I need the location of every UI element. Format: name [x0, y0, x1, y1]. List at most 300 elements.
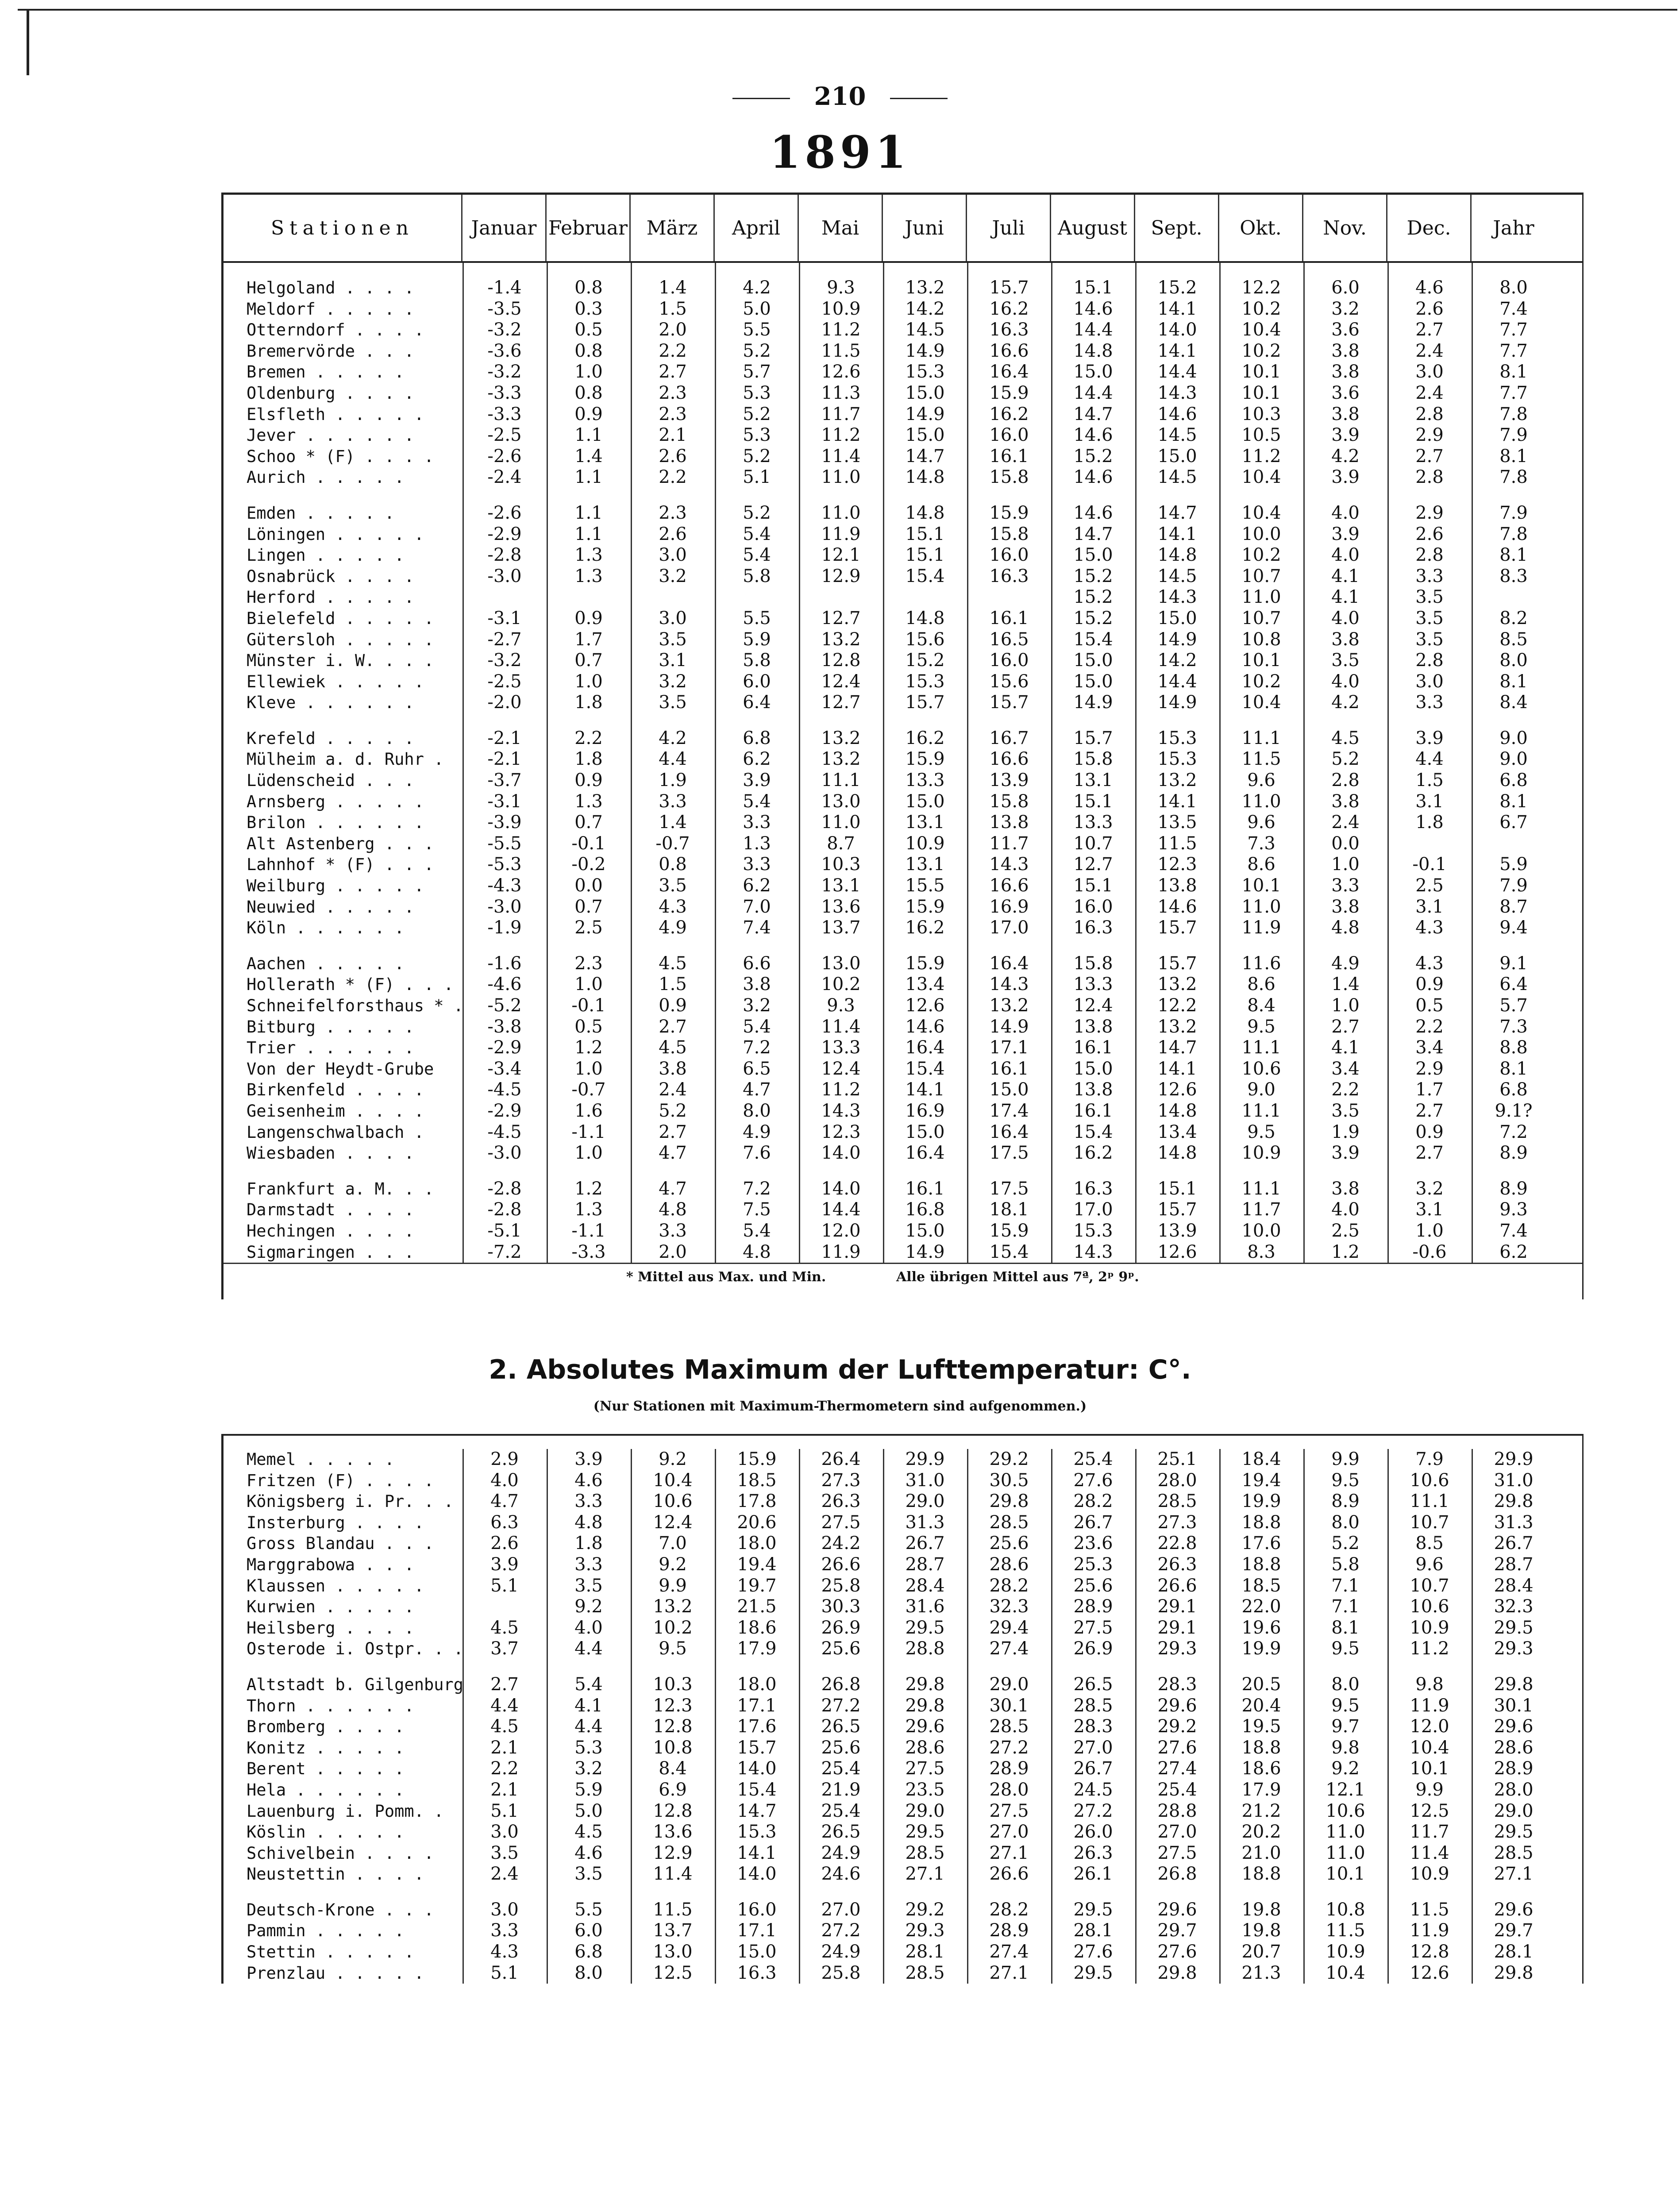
column-divider — [715, 263, 716, 1263]
value-cell: 28.3 — [1157, 1674, 1197, 1695]
table-row — [223, 587, 1582, 608]
value-cell: 29.3 — [1494, 1638, 1534, 1659]
value-cell: 2.9 — [1415, 1058, 1444, 1079]
value-cell: 8.1 — [1499, 446, 1528, 466]
station-name: Aurich . . . . . — [247, 468, 405, 487]
value-cell: 7.8 — [1499, 524, 1528, 544]
value-cell: 26.7 — [1073, 1512, 1113, 1533]
table-row — [223, 341, 1582, 362]
value-cell: 26.1 — [1073, 1864, 1113, 1884]
station-name: Berent . . . . . — [247, 1759, 405, 1779]
value-cell: 4.9 — [659, 917, 687, 938]
value-cell: 5.2 — [1331, 1533, 1360, 1554]
value-cell: -0.1 — [571, 995, 606, 1016]
value-cell: 8.6 — [1247, 854, 1275, 875]
value-cell: 27.1 — [905, 1864, 945, 1884]
value-cell: 17.6 — [1241, 1533, 1281, 1554]
value-cell: 29.2 — [989, 1449, 1029, 1469]
value-cell: 8.0 — [1331, 1674, 1360, 1695]
value-cell: 1.2 — [574, 1037, 603, 1058]
value-cell: 11.5 — [653, 1899, 693, 1920]
value-cell: -2.9 — [487, 1100, 522, 1121]
value-cell: 15.1 — [1157, 1178, 1197, 1199]
header-mai: Mai — [799, 195, 883, 261]
value-cell: 9.9 — [1415, 1779, 1444, 1800]
value-cell: 4.2 — [1331, 692, 1360, 713]
value-cell: 1.7 — [1415, 1079, 1444, 1100]
value-cell: -2.8 — [487, 1199, 522, 1220]
value-cell: 0.5 — [1415, 995, 1444, 1016]
value-cell: 10.8 — [653, 1737, 693, 1758]
group-spacer — [223, 939, 1582, 953]
station-name: Brilon . . . . . . — [247, 813, 424, 832]
value-cell: 29.6 — [905, 1716, 945, 1737]
value-cell: 14.2 — [905, 298, 945, 319]
value-cell: 28.5 — [989, 1512, 1029, 1533]
value-cell: 4.4 — [574, 1638, 603, 1659]
value-cell: 16.8 — [905, 1199, 945, 1220]
value-cell: 4.5 — [574, 1822, 603, 1842]
value-cell: 9.5 — [659, 1638, 687, 1659]
value-cell: 28.8 — [1157, 1800, 1197, 1821]
value-cell: 11.5 — [1326, 1920, 1365, 1941]
group-spacer — [223, 1660, 1582, 1674]
value-cell: 14.1 — [1157, 1058, 1197, 1079]
table-row — [223, 1179, 1582, 1200]
value-cell: 22.8 — [1157, 1533, 1197, 1554]
value-cell: 14.3 — [821, 1100, 861, 1121]
value-cell: 16.2 — [1073, 1143, 1113, 1164]
value-cell: 12.7 — [821, 692, 861, 713]
value-cell: 14.7 — [1157, 1037, 1197, 1058]
value-cell: 5.9 — [574, 1779, 603, 1800]
value-cell: 3.2 — [659, 566, 687, 586]
value-cell: 29.8 — [905, 1674, 945, 1695]
value-cell: 9.5 — [1247, 1016, 1275, 1037]
column-divider — [1387, 263, 1389, 1263]
value-cell: 5.5 — [743, 608, 771, 628]
value-cell: 13.0 — [821, 953, 861, 974]
value-cell: 29.0 — [905, 1800, 945, 1821]
value-cell: -0.1 — [571, 833, 606, 854]
value-cell: 13.2 — [653, 1596, 693, 1617]
value-cell: 15.0 — [1073, 650, 1113, 671]
value-cell: 7.4 — [1499, 298, 1528, 319]
station-name: Bremervörde . . . — [247, 341, 414, 361]
value-cell: 15.4 — [1073, 1121, 1113, 1142]
year-heading: 1891 — [769, 126, 911, 178]
value-cell: 8.1 — [1499, 362, 1528, 382]
value-cell: 15.0 — [905, 1220, 945, 1241]
value-cell: 10.7 — [1410, 1575, 1449, 1596]
value-cell: 19.8 — [1241, 1920, 1281, 1941]
station-name: Fritzen (F) . . . . — [247, 1471, 434, 1490]
value-cell: 5.0 — [743, 298, 771, 319]
value-cell: 16.4 — [905, 1037, 945, 1058]
value-cell: 12.8 — [653, 1716, 693, 1737]
column-divider — [1472, 1449, 1473, 1984]
value-cell: 4.8 — [659, 1199, 687, 1220]
value-cell: 15.0 — [905, 425, 945, 446]
value-cell: 4.8 — [574, 1512, 603, 1533]
value-cell: 15.7 — [1073, 728, 1113, 748]
value-cell: 12.3 — [821, 1121, 861, 1142]
value-cell: 29.3 — [905, 1920, 945, 1941]
table-row — [223, 1801, 1582, 1822]
value-cell: -5.5 — [487, 833, 522, 854]
value-cell: 11.0 — [821, 502, 861, 523]
station-name: Pammin . . . . . — [247, 1921, 405, 1941]
value-cell: 11.7 — [821, 404, 861, 424]
station-name: Lingen . . . . . — [247, 546, 405, 565]
value-cell: 15.0 — [1073, 671, 1113, 692]
value-cell — [631, 587, 715, 608]
value-cell: 2.8 — [1415, 467, 1444, 488]
value-cell: 2.0 — [659, 1241, 687, 1262]
value-cell: 8.4 — [659, 1758, 687, 1779]
value-cell: 10.2 — [1241, 671, 1281, 692]
value-cell: 6.2 — [743, 875, 771, 896]
value-cell — [967, 587, 1051, 608]
value-cell: 2.2 — [1331, 1079, 1360, 1100]
value-cell: 14.3 — [1157, 587, 1197, 608]
value-cell: 1.3 — [574, 1199, 603, 1220]
value-cell: 3.2 — [743, 995, 771, 1016]
value-cell: 12.7 — [1073, 854, 1113, 875]
value-cell: 3.5 — [490, 1842, 519, 1863]
table-row — [223, 953, 1582, 975]
value-cell: 27.4 — [989, 1638, 1029, 1659]
value-cell: -5.1 — [487, 1220, 522, 1241]
value-cell: 5.4 — [743, 1016, 771, 1037]
value-cell: 27.5 — [1157, 1842, 1197, 1863]
value-cell: 5.8 — [743, 650, 771, 671]
value-cell: 23.6 — [1073, 1533, 1113, 1554]
value-cell: 6.9 — [659, 1779, 687, 1800]
value-cell: -2.6 — [487, 446, 522, 466]
value-cell: 27.6 — [1157, 1737, 1197, 1758]
value-cell: 10.5 — [1241, 425, 1281, 446]
group-spacer — [223, 1164, 1582, 1179]
value-cell: 4.2 — [743, 277, 771, 298]
value-cell: 2.2 — [659, 340, 687, 361]
header-dec: Dec. — [1387, 195, 1472, 261]
value-cell: 15.9 — [905, 749, 945, 770]
value-cell: 4.1 — [574, 1695, 603, 1716]
station-name: Osterode i. Ostpr. . . — [247, 1639, 464, 1659]
value-cell: 7.0 — [659, 1533, 687, 1554]
value-cell: -1.1 — [571, 1121, 606, 1142]
value-cell: 10.4 — [653, 1470, 693, 1491]
station-name: Langenschwalbach . — [247, 1122, 424, 1142]
station-name: Stettin . . . . . — [247, 1942, 414, 1962]
value-cell: 8.1 — [1499, 791, 1528, 812]
station-name: Oldenburg . . . . — [247, 383, 414, 403]
value-cell: 4.7 — [490, 1491, 519, 1512]
value-cell: 27.2 — [1073, 1800, 1113, 1821]
value-cell: 4.5 — [490, 1617, 519, 1638]
value-cell: 29.0 — [1494, 1800, 1534, 1821]
value-cell: 11.9 — [1410, 1695, 1449, 1716]
value-cell: 21.0 — [1241, 1842, 1281, 1863]
value-cell: 9.9 — [1331, 1449, 1360, 1469]
value-cell: 11.0 — [1241, 791, 1281, 812]
value-cell: 7.2 — [1499, 1121, 1528, 1142]
value-cell: 11.2 — [1410, 1638, 1449, 1659]
value-cell: 16.0 — [989, 425, 1029, 446]
value-cell: 10.3 — [1241, 404, 1281, 424]
value-cell: 5.4 — [743, 1220, 771, 1241]
value-cell: 14.3 — [1073, 1241, 1113, 1262]
table-row — [223, 1533, 1582, 1554]
value-cell: 10.4 — [1326, 1962, 1365, 1983]
value-cell: -2.1 — [487, 749, 522, 770]
value-cell: 10.1 — [1241, 382, 1281, 403]
value-cell: 17.4 — [989, 1100, 1029, 1121]
value-cell: 2.7 — [1331, 1016, 1360, 1037]
value-cell: 7.9 — [1499, 502, 1528, 523]
value-cell: 31.0 — [1494, 1470, 1534, 1491]
page-border-top — [18, 9, 1677, 11]
value-cell: 2.8 — [1415, 545, 1444, 566]
value-cell: 26.7 — [1494, 1533, 1534, 1554]
station-name: Köln . . . . . . — [247, 918, 405, 938]
value-cell: 4.7 — [659, 1143, 687, 1164]
value-cell: 11.3 — [821, 382, 861, 403]
value-cell: 5.1 — [490, 1962, 519, 1983]
column-divider — [462, 1449, 464, 1984]
value-cell: -0.2 — [571, 854, 606, 875]
value-cell: 27.1 — [989, 1842, 1029, 1863]
value-cell: 3.9 — [743, 770, 771, 791]
value-cell: 9.6 — [1247, 770, 1275, 791]
value-cell: 2.4 — [1331, 812, 1360, 833]
value-cell: 9.2 — [659, 1554, 687, 1575]
value-cell: 26.7 — [1073, 1758, 1113, 1779]
value-cell: 12.9 — [821, 566, 861, 586]
value-cell: 12.4 — [653, 1512, 693, 1533]
value-cell: 27.5 — [905, 1758, 945, 1779]
station-name: Hela . . . . . . — [247, 1780, 405, 1800]
value-cell: -2.5 — [487, 425, 522, 446]
value-cell: 28.4 — [905, 1575, 945, 1596]
value-cell: 14.6 — [1073, 298, 1113, 319]
value-cell: 13.2 — [821, 728, 861, 748]
value-cell: 1.3 — [743, 833, 771, 854]
value-cell: 9.3 — [1499, 1199, 1528, 1220]
header-sept: Sept. — [1135, 195, 1219, 261]
column-divider — [1219, 1449, 1221, 1984]
value-cell: 29.6 — [1157, 1695, 1197, 1716]
value-cell: 3.0 — [490, 1899, 519, 1920]
value-cell: 15.7 — [737, 1737, 777, 1758]
value-cell: 3.3 — [1415, 566, 1444, 586]
value-cell: 16.4 — [989, 953, 1029, 974]
value-cell: 15.0 — [905, 791, 945, 812]
value-cell: 13.8 — [1157, 875, 1197, 896]
value-cell: 2.4 — [1415, 382, 1444, 403]
value-cell: 29.5 — [1073, 1899, 1113, 1920]
value-cell: 9.6 — [1415, 1554, 1444, 1575]
value-cell: 10.1 — [1326, 1864, 1365, 1884]
value-cell: 3.3 — [743, 812, 771, 833]
table-row — [223, 425, 1582, 446]
value-cell: 4.9 — [1331, 953, 1360, 974]
value-cell: 5.4 — [743, 791, 771, 812]
value-cell: 11.7 — [1241, 1199, 1281, 1220]
value-cell: 5.8 — [743, 566, 771, 586]
value-cell: 7.0 — [743, 896, 771, 917]
column-divider — [967, 1449, 968, 1984]
value-cell: 10.9 — [1326, 1942, 1365, 1962]
value-cell: 10.9 — [1410, 1617, 1449, 1638]
value-cell: 26.7 — [905, 1533, 945, 1554]
value-cell: -2.1 — [487, 728, 522, 748]
value-cell: 15.5 — [905, 875, 945, 896]
value-cell: 3.3 — [490, 1920, 519, 1941]
table-row — [223, 545, 1582, 566]
value-cell: 11.0 — [1241, 896, 1281, 917]
value-cell: 14.0 — [737, 1758, 777, 1779]
value-cell: 6.8 — [743, 728, 771, 748]
value-cell: 16.0 — [737, 1899, 777, 1920]
value-cell: 14.6 — [1157, 404, 1197, 424]
value-cell: 21.3 — [1241, 1962, 1281, 1983]
value-cell: 2.6 — [490, 1533, 519, 1554]
table-row — [223, 277, 1582, 299]
value-cell: 8.9 — [1499, 1143, 1528, 1164]
value-cell: 9.0 — [1247, 1079, 1275, 1100]
value-cell: 7.9 — [1499, 425, 1528, 446]
value-cell: 0.8 — [574, 277, 603, 298]
value-cell: 21.2 — [1241, 1800, 1281, 1821]
value-cell: 29.5 — [905, 1617, 945, 1638]
station-name: Insterburg . . . . — [247, 1513, 424, 1532]
value-cell: 14.7 — [1157, 502, 1197, 523]
value-cell: 17.5 — [989, 1178, 1029, 1199]
value-cell: 12.0 — [1410, 1716, 1449, 1737]
table-row — [223, 897, 1582, 918]
value-cell: 20.2 — [1241, 1822, 1281, 1842]
value-cell: 0.8 — [574, 382, 603, 403]
value-cell: 1.0 — [1415, 1220, 1444, 1241]
value-cell: 18.5 — [737, 1470, 777, 1491]
value-cell: 10.4 — [1241, 320, 1281, 340]
value-cell: 2.6 — [1415, 524, 1444, 544]
value-cell: 10.9 — [821, 298, 861, 319]
value-cell: 28.9 — [1494, 1758, 1534, 1779]
value-cell: -3.2 — [487, 650, 522, 671]
value-cell: 15.0 — [1073, 362, 1113, 382]
column-divider — [1387, 1449, 1389, 1984]
value-cell: 12.1 — [1326, 1779, 1365, 1800]
header-juni: Juni — [883, 195, 967, 261]
value-cell: 12.8 — [1410, 1942, 1449, 1962]
value-cell: 27.6 — [1073, 1470, 1113, 1491]
value-cell: 10.9 — [905, 833, 945, 854]
column-divider — [1472, 263, 1473, 1263]
value-cell: 27.5 — [1073, 1617, 1113, 1638]
value-cell: -3.1 — [487, 608, 522, 628]
value-cell — [883, 587, 967, 608]
value-cell: 15.0 — [1157, 608, 1197, 628]
value-cell: 14.3 — [1157, 382, 1197, 403]
value-cell: 10.1 — [1241, 650, 1281, 671]
value-cell: 28.5 — [1157, 1491, 1197, 1512]
value-cell: -2.6 — [487, 502, 522, 523]
table-row — [223, 1449, 1582, 1470]
value-cell: 15.6 — [989, 671, 1029, 692]
value-cell: 5.1 — [743, 467, 771, 488]
value-cell: 6.4 — [1499, 974, 1528, 995]
station-name: Bremen . . . . . — [247, 362, 405, 382]
value-cell: 26.3 — [1157, 1554, 1197, 1575]
value-cell: 15.0 — [1073, 1058, 1113, 1079]
value-cell: 21.5 — [737, 1596, 777, 1617]
value-cell: 24.5 — [1073, 1779, 1113, 1800]
value-cell: 14.9 — [1157, 692, 1197, 713]
value-cell: 3.3 — [659, 1220, 687, 1241]
value-cell: 6.7 — [1499, 812, 1528, 833]
value-cell: -3.2 — [487, 362, 522, 382]
value-cell: 31.3 — [1494, 1512, 1534, 1533]
value-cell: -3.0 — [487, 566, 522, 586]
value-cell: 3.0 — [1415, 671, 1444, 692]
value-cell: 3.8 — [1331, 629, 1360, 650]
value-cell: 14.4 — [821, 1199, 861, 1220]
table-row — [223, 833, 1582, 855]
value-cell: 15.2 — [1073, 587, 1113, 608]
value-cell: 3.8 — [1331, 362, 1360, 382]
value-cell: 26.3 — [821, 1491, 861, 1512]
value-cell: 3.3 — [743, 854, 771, 875]
value-cell: 8.9 — [1331, 1491, 1360, 1512]
value-cell: 10.7 — [1410, 1512, 1449, 1533]
value-cell: 7.4 — [743, 917, 771, 938]
value-cell: 9.9 — [659, 1575, 687, 1596]
value-cell: 4.8 — [743, 1241, 771, 1262]
value-cell: 16.4 — [905, 1143, 945, 1164]
value-cell: 15.8 — [989, 791, 1029, 812]
station-name: Hechingen . . . . — [247, 1221, 414, 1241]
value-cell: 4.0 — [1331, 502, 1360, 523]
value-cell: 14.7 — [737, 1800, 777, 1821]
value-cell: 14.8 — [1073, 340, 1113, 361]
table-header — [223, 193, 1582, 263]
station-name: Elsfleth . . . . . — [247, 405, 424, 424]
value-cell: -3.6 — [487, 340, 522, 361]
value-cell: 2.2 — [1415, 1016, 1444, 1037]
value-cell: 1.4 — [659, 812, 687, 833]
value-cell: 13.4 — [905, 974, 945, 995]
value-cell: 13.3 — [821, 1037, 861, 1058]
section2-note: (Nur Stationen mit Maximum-Thermometern sind aufgenommen.) — [593, 1399, 1087, 1414]
value-cell: 8.1 — [1499, 545, 1528, 566]
value-cell: 6.8 — [1499, 1079, 1528, 1100]
station-name: Schivelbein . . . . — [247, 1843, 434, 1863]
value-cell: -3.3 — [571, 1241, 606, 1262]
value-cell: 12.1 — [821, 545, 861, 566]
value-cell: 28.4 — [1494, 1575, 1534, 1596]
value-cell: -3.8 — [487, 1016, 522, 1037]
value-cell: 8.4 — [1499, 692, 1528, 713]
value-cell: 28.6 — [905, 1737, 945, 1758]
value-cell: 14.1 — [1157, 298, 1197, 319]
value-cell: 15.2 — [1073, 608, 1113, 628]
value-cell: 19.9 — [1241, 1638, 1281, 1659]
value-cell: 13.0 — [653, 1942, 693, 1962]
value-cell: 5.2 — [743, 502, 771, 523]
